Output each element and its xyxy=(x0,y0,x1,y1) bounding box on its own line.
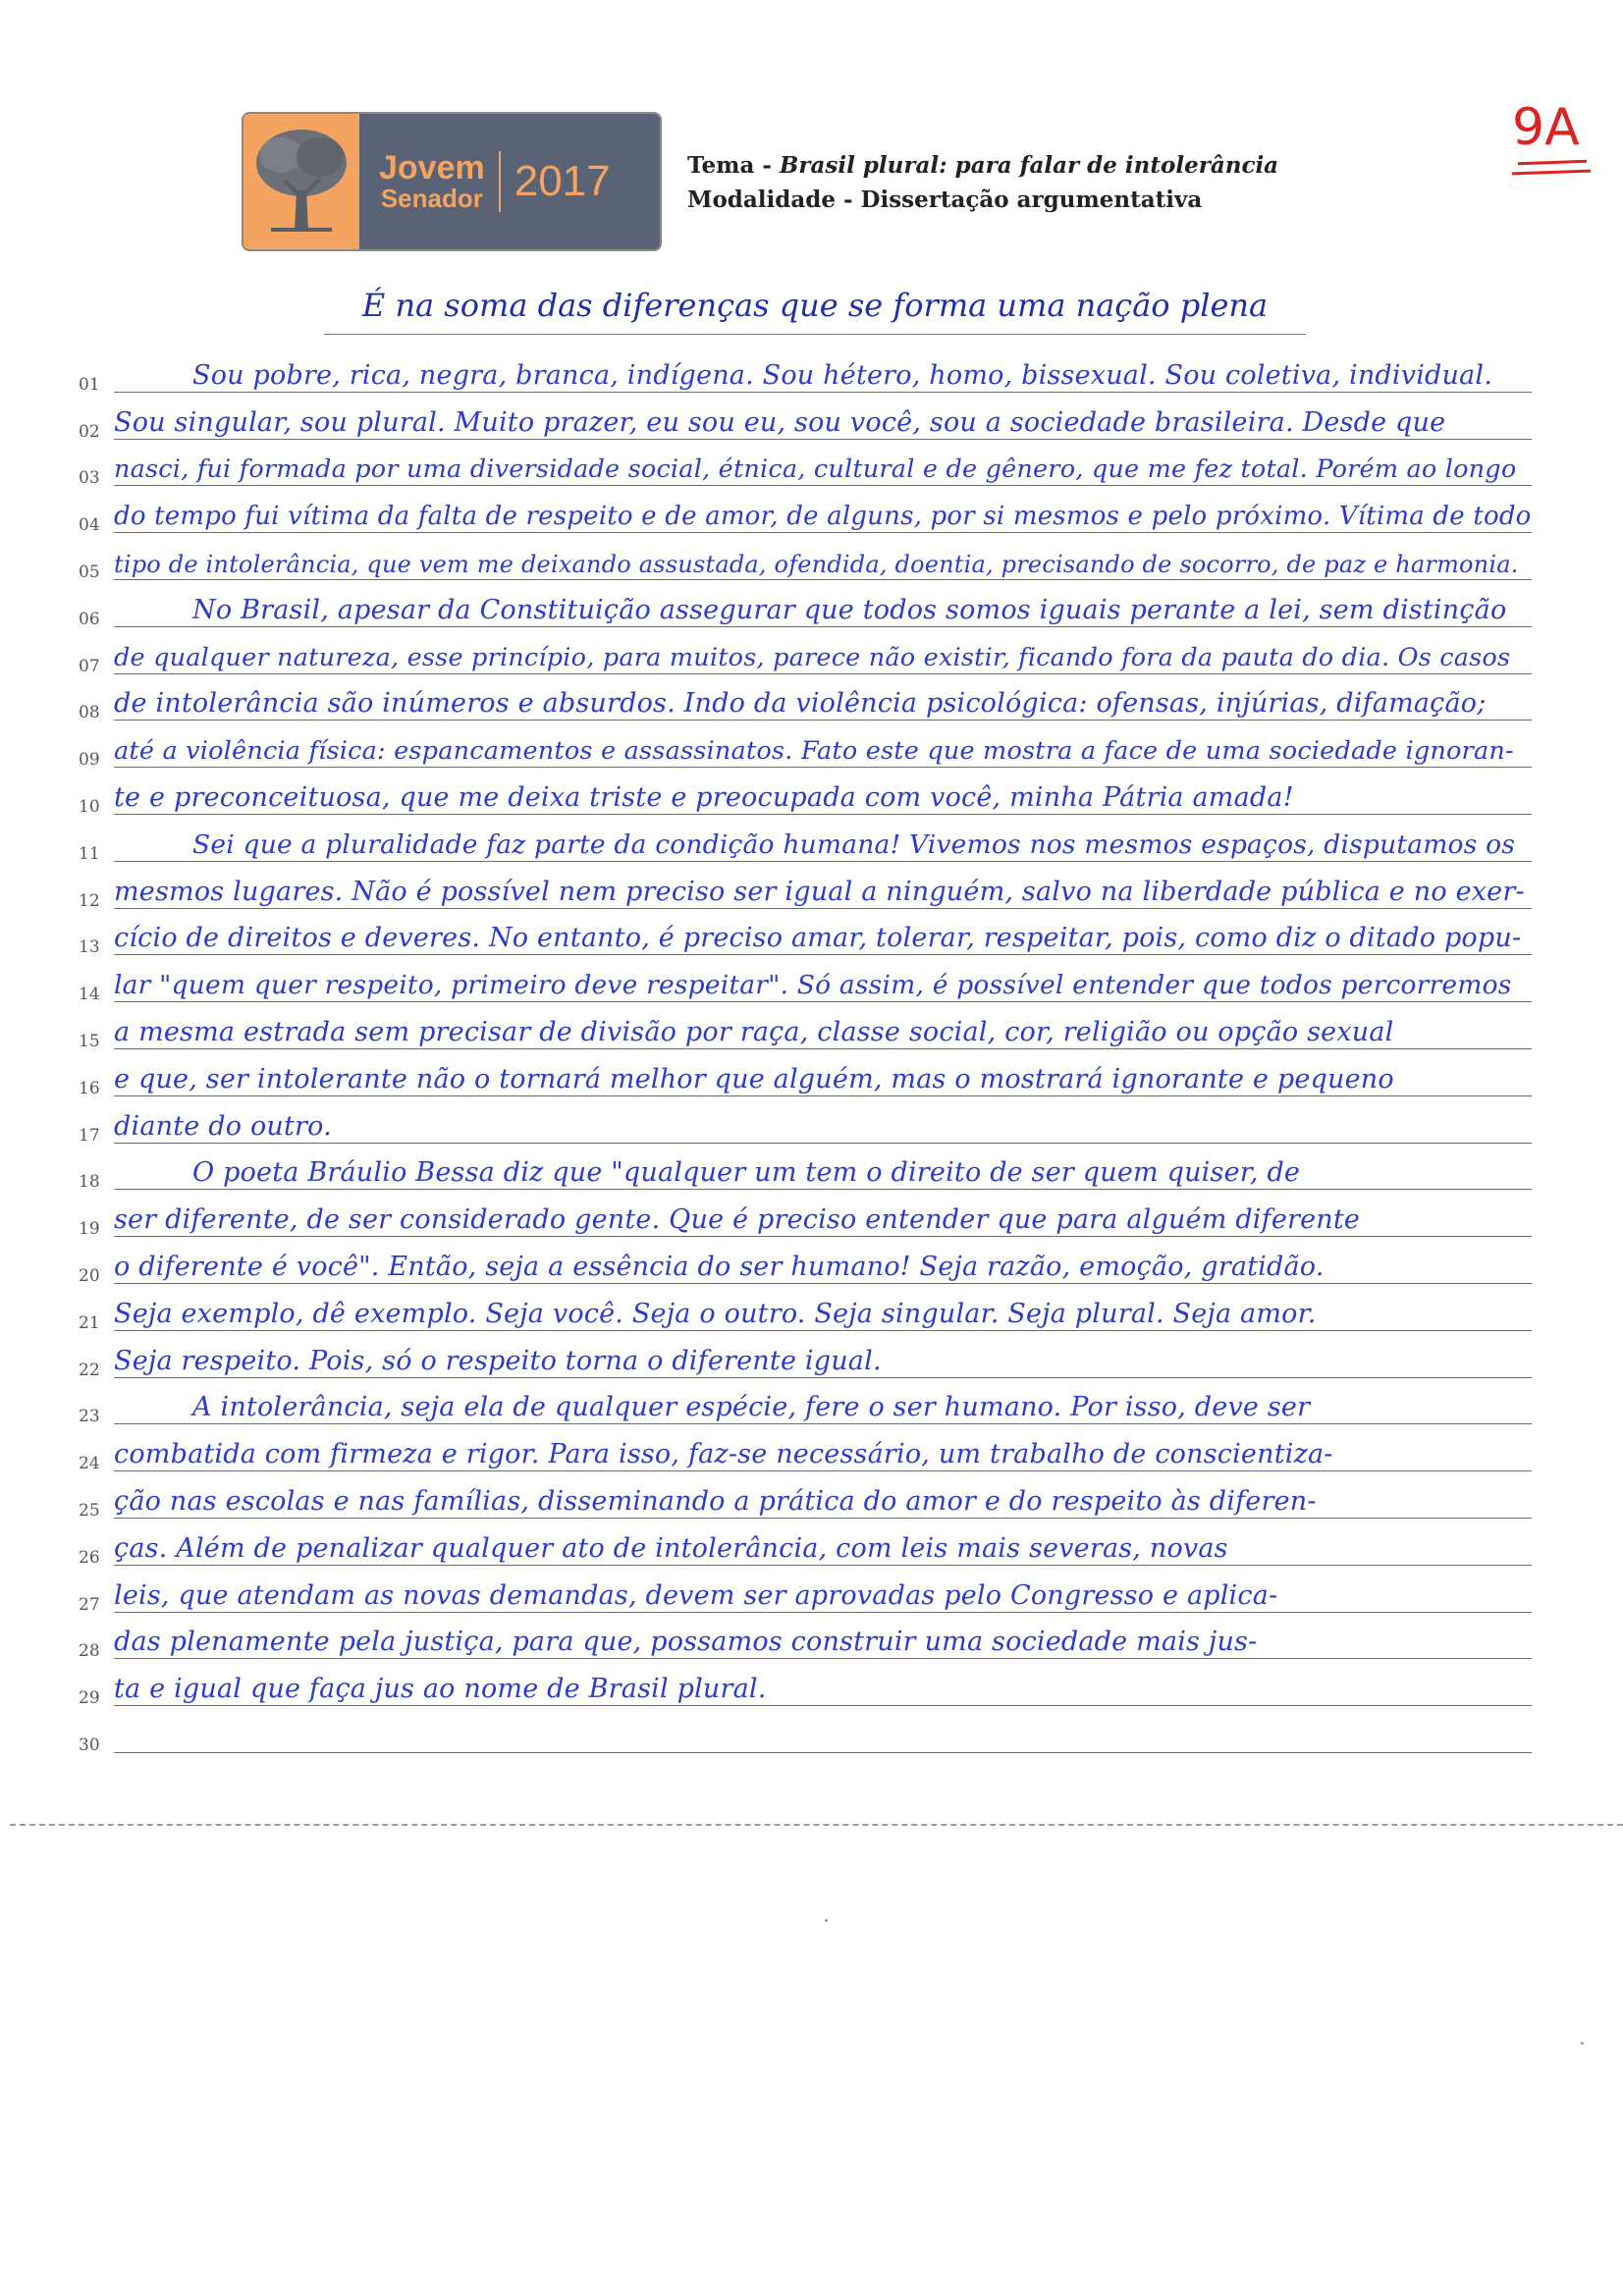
essay-line xyxy=(69,539,1532,586)
essay-line xyxy=(69,680,1532,727)
line-rule xyxy=(114,1470,1532,1471)
line-number: 26 xyxy=(79,1547,100,1568)
line-rule xyxy=(114,1236,1532,1237)
line-number: 12 xyxy=(79,890,100,911)
essay-line xyxy=(69,492,1532,539)
line-rule xyxy=(114,767,1532,768)
line-rule xyxy=(114,861,1532,862)
essay-lines xyxy=(69,351,1532,1759)
essay-line xyxy=(69,1008,1532,1055)
line-rule xyxy=(114,1377,1532,1378)
line-rule xyxy=(114,1705,1532,1706)
tema-line xyxy=(687,152,1278,179)
scan-speck xyxy=(1581,2042,1584,2045)
line-number: 23 xyxy=(79,1407,100,1427)
essay-line xyxy=(69,399,1532,446)
line-rule xyxy=(114,626,1532,627)
handwritten-text: cício de direitos e deveres. No entanto, é preciso amar, tolerar, respeitar, pois, como diz o ditado popu- xyxy=(114,923,1522,954)
handwritten-text: até a violência física: espancamentos e assassinatos. Fato este que mostra a face de uma sociedade ignoran- xyxy=(114,736,1514,767)
handwritten-text: de intolerância são inúmeros e absurdos. Indo da violência psicológica: ofensas, injúrias, difamação; xyxy=(114,688,1487,720)
tema-label: Tema - xyxy=(687,152,780,179)
handwritten-text: te e preconceituosa, que me deixa triste e preocupada com você, minha Pátria amada! xyxy=(114,781,1294,813)
line-rule xyxy=(114,1189,1532,1190)
essay-line xyxy=(69,1149,1532,1197)
line-number: 27 xyxy=(79,1594,100,1615)
handwritten-text: das plenamente pela justiça, para que, possamos construir uma sociedade mais jus- xyxy=(114,1627,1258,1658)
essay-line xyxy=(69,868,1532,915)
modalidade-line: Modalidade - Dissertação argumentativa xyxy=(687,187,1203,213)
line-number: 28 xyxy=(79,1641,100,1662)
line-rule xyxy=(114,485,1532,486)
essay-line xyxy=(69,1477,1532,1524)
handwritten-text: tipo de intolerância, que vem me deixando assustada, ofendida, doentia, precisando de socorro, de paz e harmonia. xyxy=(114,550,1519,578)
line-rule xyxy=(114,1658,1532,1659)
line-number: 22 xyxy=(79,1360,100,1380)
scan-speck xyxy=(825,1919,828,1922)
handwritten-text: ta e igual que faça jus ao nome de Brasil plural. xyxy=(114,1674,767,1705)
line-number: 01 xyxy=(79,374,100,395)
essay-line xyxy=(69,1430,1532,1477)
line-number: 14 xyxy=(79,985,100,1005)
handwritten-text: mesmos lugares. Não é possível nem preciso ser igual a ninguém, salvo na liberdade pública e no exer- xyxy=(114,876,1525,907)
line-number: 09 xyxy=(79,750,100,771)
line-rule xyxy=(114,814,1532,815)
line-rule xyxy=(114,1518,1532,1519)
line-rule xyxy=(114,1612,1532,1613)
essay-line xyxy=(69,351,1532,399)
line-number: 21 xyxy=(79,1312,100,1333)
essay-line xyxy=(69,774,1532,821)
essay-line xyxy=(69,1665,1532,1712)
essay-line xyxy=(69,1196,1532,1243)
essay-line xyxy=(69,1384,1532,1431)
line-rule xyxy=(114,954,1532,955)
handwritten-text: lar "quem quer respeito, primeiro deve respeitar". Só assim, é possível entender que todos percorremos xyxy=(114,970,1512,1001)
line-rule xyxy=(114,1423,1532,1424)
line-number: 24 xyxy=(79,1454,100,1474)
handwritten-text: leis, que atendam as novas demandas, devem ser aprovadas pelo Congresso e aplica- xyxy=(114,1579,1278,1611)
essay-line xyxy=(69,1290,1532,1337)
line-number: 05 xyxy=(79,561,100,582)
essay-line xyxy=(69,961,1532,1008)
title-rule xyxy=(324,334,1306,335)
handwritten-text: do tempo fui vítima da falta de respeito e de amor, de alguns, por si mesmos e pelo próximo. Vítima de todo xyxy=(114,502,1532,532)
handwritten-text: Sou singular, sou plural. Muito prazer, eu sou eu, sou você, sou a sociedade brasileira. Desde que xyxy=(114,406,1446,438)
line-number: 29 xyxy=(79,1688,100,1709)
line-rule xyxy=(114,579,1532,580)
line-rule xyxy=(114,908,1532,909)
line-number: 04 xyxy=(79,515,100,536)
line-rule xyxy=(114,1330,1532,1331)
line-number: 25 xyxy=(79,1500,100,1521)
essay-line xyxy=(69,1055,1532,1102)
essay-line xyxy=(69,1102,1532,1149)
line-number: 07 xyxy=(79,656,100,676)
line-rule xyxy=(114,1143,1532,1144)
handwritten-text: e que, ser intolerante não o tornará melhor que alguém, mas o mostrará ignorante e pequeno xyxy=(114,1063,1394,1095)
line-rule xyxy=(114,1565,1532,1566)
grade-underline xyxy=(1518,160,1587,165)
essay-line xyxy=(69,1524,1532,1572)
line-rule xyxy=(114,392,1532,393)
essay-line xyxy=(69,1572,1532,1619)
brand-jovem: Jovem xyxy=(379,148,485,187)
line-number: 17 xyxy=(79,1125,100,1146)
line-rule xyxy=(114,673,1532,674)
line-number: 30 xyxy=(79,1735,100,1755)
handwritten-text: ças. Além de penalizar qualquer ato de intolerância, com leis mais severas, novas xyxy=(114,1532,1228,1564)
handwritten-text: A intolerância, seja ela de qualquer espécie, fere o ser humano. Por isso, deve ser xyxy=(192,1392,1311,1423)
line-number: 10 xyxy=(79,796,100,817)
line-rule xyxy=(114,1001,1532,1002)
handwritten-text: Sei que a pluralidade faz parte da condição humana! Vivemos nos mesmos espaços, disputamos os xyxy=(192,828,1516,860)
line-number: 15 xyxy=(79,1031,100,1051)
line-number: 11 xyxy=(79,843,100,864)
line-rule xyxy=(114,439,1532,440)
line-number: 06 xyxy=(79,609,100,629)
handwritten-text: O poeta Bráulio Bessa diz que "qualquer um tem o direito de ser quem quiser, de xyxy=(192,1157,1301,1189)
line-rule xyxy=(114,1048,1532,1049)
line-rule xyxy=(114,1095,1532,1096)
line-rule xyxy=(114,720,1532,721)
handwritten-text: No Brasil, apesar da Constituição assegurar que todos somos iguais perante a lei, sem distinção xyxy=(192,594,1507,625)
line-number: 02 xyxy=(79,421,100,442)
essay-line xyxy=(69,1619,1532,1666)
grade-mark: 9A xyxy=(1512,98,1580,157)
handwritten-text: diante do outro. xyxy=(114,1110,332,1142)
essay-line xyxy=(69,1712,1532,1759)
handwritten-text: Sou pobre, rica, negra, branca, indígena. Sou hétero, homo, bissexual. Sou coletiva, individual. xyxy=(192,359,1493,391)
tree-icon xyxy=(251,122,352,241)
essay-line xyxy=(69,446,1532,493)
handwritten-text: ser diferente, de ser considerado gente. Que é preciso entender que para alguém diferente xyxy=(114,1204,1361,1236)
line-number: 13 xyxy=(79,937,100,958)
line-rule xyxy=(114,1752,1532,1753)
brand-year: 2017 xyxy=(514,157,611,205)
essay-line xyxy=(69,633,1532,680)
page-separator xyxy=(10,1824,1623,1826)
essay-line xyxy=(69,915,1532,962)
essay-line xyxy=(69,821,1532,868)
handwritten-text: Seja respeito. Pois, só o respeito torna o diferente igual. xyxy=(114,1345,882,1376)
line-rule xyxy=(114,532,1532,533)
jovem-senador-banner xyxy=(242,112,662,251)
line-number: 08 xyxy=(79,703,100,723)
line-number: 03 xyxy=(79,468,100,489)
essay-line xyxy=(69,586,1532,633)
brand-senador: Senador xyxy=(380,183,483,213)
handwritten-text: de qualquer natureza, esse princípio, para muitos, parece não existir, ficando fora da pauta do dia. Os casos xyxy=(114,642,1511,672)
tema-value: Brasil plural: para falar de intolerância xyxy=(779,152,1279,179)
handwritten-text: combatida com firmeza e rigor. Para isso, faz-se necessário, um trabalho de conscientiza- xyxy=(114,1439,1333,1470)
handwritten-text: o diferente é você". Então, seja a essência do ser humano! Seja razão, emoção, gratidão. xyxy=(114,1251,1325,1282)
handwritten-text: a mesma estrada sem precisar de divisão por raça, classe social, cor, religião ou opção sexual xyxy=(114,1016,1394,1047)
essay-line xyxy=(69,726,1532,774)
essay-line xyxy=(69,1243,1532,1290)
line-number: 19 xyxy=(79,1219,100,1240)
essay-title: É na soma das diferenças que se forma uma nação plena xyxy=(361,287,1269,324)
handwritten-text: nasci, fui formada por uma diversidade social, étnica, cultural e de gênero, que me fez total. Porém ao longo xyxy=(114,454,1517,485)
grade-underline xyxy=(1512,170,1591,176)
line-number: 16 xyxy=(79,1078,100,1098)
handwritten-text: ção nas escolas e nas famílias, disseminando a prática do amor e do respeito às diferen- xyxy=(114,1485,1317,1517)
line-number: 20 xyxy=(79,1265,100,1286)
handwritten-text: Seja exemplo, dê exemplo. Seja você. Seja o outro. Seja singular. Seja plural. Seja amor. xyxy=(114,1298,1317,1329)
line-number: 18 xyxy=(79,1172,100,1193)
tree-logo xyxy=(243,114,359,249)
essay-line xyxy=(69,1337,1532,1384)
line-rule xyxy=(114,1283,1532,1284)
